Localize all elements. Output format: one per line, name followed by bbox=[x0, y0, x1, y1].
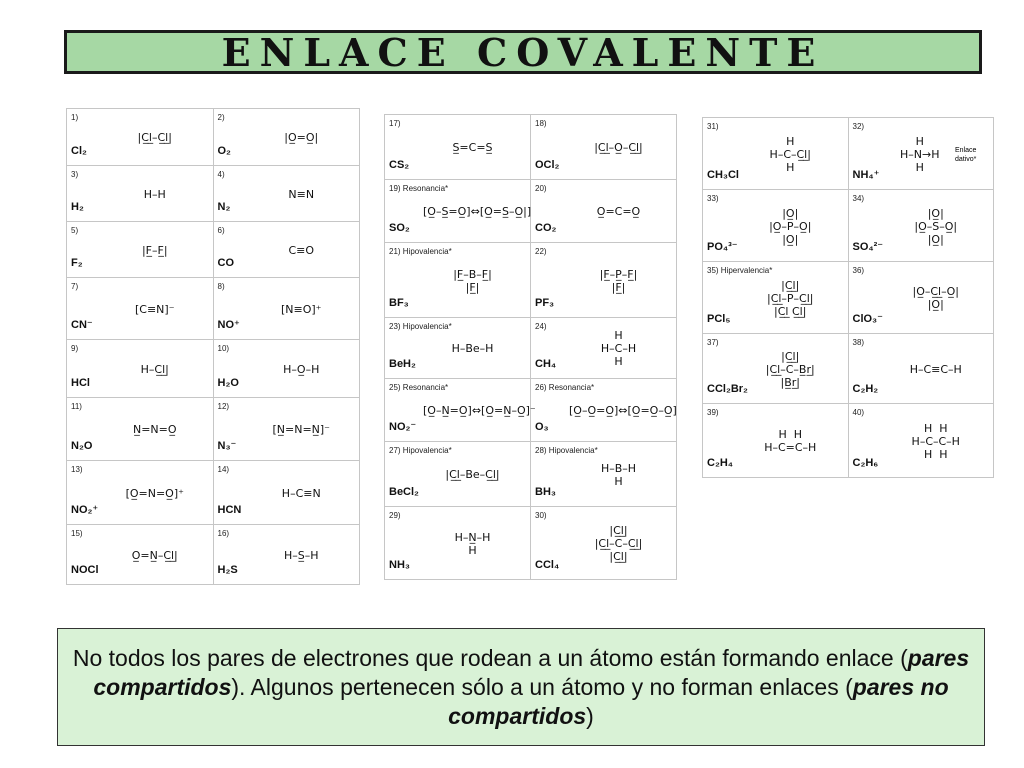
molecule-cell bbox=[385, 379, 536, 442]
structure-line: |F̲–F̲| bbox=[141, 243, 168, 257]
lewis-structure bbox=[423, 268, 522, 294]
item-number: 15) bbox=[71, 529, 83, 538]
molecule-cell bbox=[848, 118, 994, 190]
item-number: 7) bbox=[71, 282, 79, 291]
molecule-cell bbox=[67, 461, 214, 525]
lewis-structure bbox=[887, 422, 986, 461]
lewis-structure bbox=[569, 462, 668, 488]
molecule-cell bbox=[703, 334, 849, 404]
item-number: 38) bbox=[852, 338, 865, 347]
structure-line: |C̲l̲| bbox=[609, 524, 628, 537]
structure-line: H bbox=[915, 134, 924, 148]
molecule-name: CO bbox=[217, 257, 234, 269]
item-number: 23) Hipovalencia* bbox=[389, 322, 452, 331]
molecule-name: CO₂ bbox=[535, 222, 557, 234]
lewis-structure bbox=[423, 141, 522, 154]
lewis-structure bbox=[887, 207, 986, 246]
molecule-name: N₃⁻ bbox=[217, 440, 237, 452]
item-number: 18) bbox=[535, 119, 547, 128]
molecule-cell bbox=[213, 166, 360, 222]
item-number: 13) bbox=[71, 465, 83, 474]
item-number: 25) Resonancia* bbox=[389, 383, 449, 392]
title-banner bbox=[64, 30, 982, 74]
item-number: 29) bbox=[389, 511, 401, 520]
molecule-cell bbox=[848, 262, 994, 334]
structure-line: |F̲| bbox=[611, 280, 626, 294]
structure-line: N̲=N=O̲ bbox=[132, 423, 177, 436]
structure-line: |O̲=O̲| bbox=[284, 131, 319, 144]
molecule-cell bbox=[531, 507, 677, 580]
dative-bond-note: Enlace dativo* bbox=[955, 147, 977, 163]
item-number: 12) bbox=[217, 402, 230, 411]
structure-line: [O̲–O̲=O̲]⇔[O̲=O̲–O̲] bbox=[569, 404, 677, 417]
structure-line: |C̲l̲–O̲–C̲l̲| bbox=[594, 141, 643, 154]
molecule-name: PF₃ bbox=[535, 297, 555, 309]
molecule-cell bbox=[67, 398, 214, 461]
item-number: 40) bbox=[852, 408, 865, 417]
molecule-cell bbox=[703, 190, 849, 262]
molecule-name: CCl₂Br₂ bbox=[707, 383, 748, 395]
lewis-structure bbox=[252, 188, 352, 201]
item-number: 30) bbox=[535, 511, 547, 520]
molecule-name: O₃ bbox=[535, 421, 549, 433]
structure-line: |O̲| bbox=[927, 206, 944, 220]
note-box bbox=[57, 628, 985, 746]
molecule-cell bbox=[531, 318, 677, 379]
item-number: 21) Hipovalencia* bbox=[389, 247, 452, 256]
item-number: 36) bbox=[852, 266, 865, 275]
item-number: 35) Hipervalencia* bbox=[707, 266, 773, 275]
molecule-cell bbox=[703, 404, 849, 478]
molecule-cell bbox=[213, 278, 360, 340]
lewis-structure bbox=[741, 207, 840, 246]
lewis-structure bbox=[569, 404, 677, 417]
molecule-name: N₂ bbox=[217, 201, 231, 213]
item-number: 32) bbox=[852, 122, 865, 131]
molecule-cell bbox=[67, 278, 214, 340]
lewis-structure bbox=[105, 303, 205, 316]
lewis-structure bbox=[105, 363, 205, 376]
item-number: 3) bbox=[71, 170, 79, 179]
molecule-cell bbox=[67, 109, 214, 166]
item-number: 6) bbox=[217, 226, 225, 235]
item-number: 27) Hipovalencia* bbox=[389, 446, 452, 455]
molecule-name: NOCl bbox=[71, 564, 99, 576]
molecule-cell bbox=[531, 442, 677, 507]
molecule-cell bbox=[385, 507, 531, 580]
lewis-structure bbox=[105, 549, 205, 562]
lewis-structure bbox=[252, 303, 352, 316]
molecule-cell bbox=[703, 118, 849, 190]
molecule-name: HCl bbox=[71, 377, 90, 389]
lewis-structure bbox=[423, 468, 522, 481]
molecule-cell bbox=[531, 180, 677, 243]
molecule-name: CCl₄ bbox=[535, 559, 560, 571]
molecule-name: O₂ bbox=[217, 145, 231, 157]
table-molecules-31-40 bbox=[702, 117, 994, 478]
lewis-structure bbox=[252, 549, 352, 562]
molecule-cell bbox=[385, 442, 531, 507]
structure-line: |O̲| bbox=[782, 206, 799, 220]
molecule-cell bbox=[385, 115, 531, 180]
item-number: 10) bbox=[217, 344, 230, 353]
lewis-structure bbox=[252, 131, 352, 144]
structure-line: |C̲l̲–C–C̲l̲| bbox=[594, 537, 643, 550]
item-number: 34) bbox=[852, 194, 865, 203]
lewis-structure bbox=[423, 531, 522, 557]
structure-line: |C̲l̲–C̲l̲| bbox=[137, 131, 172, 144]
page-title: ENLACE COVALENTE bbox=[221, 29, 825, 75]
structure-line: |F̲–B–F̲| bbox=[453, 267, 492, 281]
molecule-name: ClO₃⁻ bbox=[852, 313, 883, 325]
structure-line: H–N→H bbox=[900, 147, 940, 161]
lewis-structure bbox=[741, 135, 840, 174]
structure-line: H bbox=[915, 160, 924, 174]
structure-line: H–B–H bbox=[600, 461, 637, 475]
molecule-name: H₂O bbox=[217, 377, 239, 389]
molecule-name: H₂ bbox=[71, 201, 84, 213]
molecule-name: Cl₂ bbox=[71, 145, 87, 157]
lewis-structure bbox=[569, 329, 668, 368]
molecule-name: CH₃Cl bbox=[707, 169, 739, 181]
lewis-structure bbox=[569, 524, 668, 563]
lewis-structure bbox=[741, 350, 840, 389]
molecule-name: NH₃ bbox=[389, 559, 410, 571]
structure-line: H–C–C̲l̲| bbox=[769, 147, 811, 161]
structure-line: [N≡O]⁺ bbox=[281, 302, 322, 316]
table-molecules-17-30 bbox=[384, 114, 677, 580]
lewis-structure bbox=[105, 423, 205, 436]
structure-line: [O̲=N=O̲]⁺ bbox=[125, 486, 184, 500]
structure-line: |C̲l̲| bbox=[609, 550, 628, 563]
structure-line: |O̲–P–O̲| bbox=[769, 219, 812, 233]
structure-line: H–C–H bbox=[600, 342, 637, 355]
molecule-name: CS₂ bbox=[389, 159, 410, 171]
structure-line: O̲=N̲–C̲l̲| bbox=[131, 548, 178, 562]
lewis-structure bbox=[741, 279, 840, 318]
structure-line: H–C≡C–H bbox=[909, 362, 962, 376]
structure-line: H–H bbox=[143, 187, 166, 201]
structure-line: [O̲–S̲=O̲]⇔[O̲=S̲–O̲|] bbox=[423, 205, 532, 218]
molecule-name: BF₃ bbox=[389, 297, 409, 309]
molecule-name: PO₄³⁻ bbox=[707, 241, 738, 253]
lewis-structure bbox=[423, 404, 536, 417]
structure-line: |B̲r̲| bbox=[780, 375, 800, 389]
molecule-name: NO₂⁻ bbox=[389, 421, 417, 433]
note-text: No todos los pares de electrones que rodean a un átomo están formando enlace (pares compartidos). Algunos pertenecen sólo a un átomo y no forman enlaces (pares no compartidos) bbox=[72, 644, 970, 729]
molecule-cell bbox=[385, 243, 531, 318]
molecule-name: C₂H₄ bbox=[707, 457, 734, 469]
molecule-cell bbox=[67, 166, 214, 222]
lewis-structure bbox=[105, 487, 205, 500]
structure-line: H–C=C–H bbox=[764, 441, 817, 454]
structure-line: H bbox=[614, 474, 623, 488]
lewis-structure bbox=[887, 135, 954, 174]
item-number: 28) Hipovalencia* bbox=[535, 446, 598, 455]
item-number: 37) bbox=[707, 338, 719, 347]
molecule-name: BeH₂ bbox=[389, 358, 416, 370]
lewis-structure bbox=[569, 141, 668, 154]
item-number: 17) bbox=[389, 119, 401, 128]
molecule-name: OCl₂ bbox=[535, 159, 560, 171]
molecule-name: SO₂ bbox=[389, 222, 410, 234]
item-number: 31) bbox=[707, 122, 719, 131]
item-number: 14) bbox=[217, 465, 230, 474]
molecule-name: H₂S bbox=[217, 564, 238, 576]
lewis-structure bbox=[105, 188, 205, 201]
molecule-cell bbox=[848, 404, 994, 478]
item-number: 1) bbox=[71, 113, 79, 122]
structure-line: |O̲| bbox=[927, 298, 944, 311]
molecule-name: BeCl₂ bbox=[389, 486, 419, 498]
molecule-name: HCN bbox=[217, 504, 242, 516]
structure-line: |C̲l̲–C–B̲r̲| bbox=[765, 362, 815, 376]
molecule-cell bbox=[67, 222, 214, 278]
lewis-structure bbox=[105, 244, 205, 257]
item-number: 2) bbox=[217, 113, 225, 122]
lewis-structure bbox=[887, 363, 986, 376]
structure-line: H–Be–H bbox=[451, 342, 494, 355]
lewis-structure bbox=[252, 487, 352, 500]
structure-line: H bbox=[468, 543, 477, 557]
structure-line: C≡O bbox=[288, 243, 315, 257]
lewis-structure bbox=[252, 363, 352, 376]
structure-line: H bbox=[614, 355, 623, 368]
molecule-name: NH₄⁺ bbox=[852, 169, 880, 181]
item-number: 22) bbox=[535, 247, 547, 256]
molecule-name: N₂O bbox=[71, 440, 93, 452]
molecule-cell bbox=[848, 190, 994, 262]
item-number: 11) bbox=[71, 402, 82, 411]
molecule-name: PCl₅ bbox=[707, 313, 731, 325]
structure-line: H–C≡N bbox=[281, 486, 321, 500]
item-number: 16) bbox=[217, 529, 230, 538]
molecule-name: C₂H₆ bbox=[852, 457, 879, 469]
structure-line: [O̲–N̲=O̲]⇔[O̲=N̲–O̲]⁻ bbox=[423, 404, 536, 417]
molecule-cell bbox=[213, 398, 360, 461]
molecule-cell bbox=[531, 243, 677, 318]
structure-line: |C̲l̲| bbox=[781, 349, 800, 363]
structure-line: O̲=C=O̲ bbox=[596, 205, 641, 218]
structure-line: |F̲| bbox=[465, 280, 480, 294]
structure-line: |O̲| bbox=[782, 232, 799, 246]
molecule-name: BH₃ bbox=[535, 486, 556, 498]
molecule-cell bbox=[67, 525, 214, 585]
structure-line: H bbox=[614, 329, 623, 342]
molecule-cell bbox=[213, 340, 360, 398]
molecule-cell bbox=[531, 115, 677, 180]
structure-line: N≡N bbox=[288, 187, 315, 201]
structure-line: H–S̲–H bbox=[283, 548, 319, 562]
structure-line: |O̲–C̲l̲–O̲| bbox=[912, 285, 959, 298]
structure-line: [C≡N]⁻ bbox=[134, 302, 175, 316]
item-number: 4) bbox=[217, 170, 225, 179]
structure-line: H H bbox=[778, 428, 803, 441]
molecule-name: C₂H₂ bbox=[852, 383, 879, 395]
molecule-name: CN⁻ bbox=[71, 319, 93, 331]
molecule-cell bbox=[213, 222, 360, 278]
molecule-cell bbox=[848, 334, 994, 404]
molecule-cell bbox=[385, 180, 531, 243]
structure-line: H H bbox=[923, 421, 948, 435]
lewis-structure bbox=[887, 285, 986, 311]
structure-line: |C̲l̲–Be–C̲l̲| bbox=[445, 468, 500, 481]
item-number: 39) bbox=[707, 408, 719, 417]
molecule-cell bbox=[531, 379, 677, 442]
structure-line: H bbox=[786, 160, 795, 174]
structure-line: |C̲l̲ C̲l̲| bbox=[774, 304, 807, 318]
item-number: 26) Resonancia* bbox=[535, 383, 595, 392]
item-number: 9) bbox=[71, 344, 79, 353]
lewis-structure bbox=[423, 205, 532, 218]
molecule-cell bbox=[385, 318, 531, 379]
structure-line: |C̲l̲| bbox=[781, 278, 800, 292]
lewis-structure bbox=[105, 131, 205, 144]
lewis-structure bbox=[252, 423, 352, 436]
molecule-cell bbox=[703, 262, 849, 334]
molecule-cell bbox=[213, 109, 360, 166]
lewis-structure bbox=[741, 428, 840, 454]
molecule-name: F₂ bbox=[71, 257, 83, 269]
structure-line: H–N̲–H bbox=[454, 530, 491, 544]
molecule-name: SO₄²⁻ bbox=[852, 241, 884, 253]
structure-line: H–C–C–H bbox=[911, 434, 960, 448]
structure-line: |O̲–S–O̲| bbox=[914, 219, 958, 233]
molecule-name: CH₄ bbox=[535, 358, 557, 370]
molecule-name: NO⁺ bbox=[217, 319, 240, 331]
molecule-name: NO₂⁺ bbox=[71, 504, 99, 516]
structure-line: [N̲=N=N̲]⁻ bbox=[272, 423, 330, 436]
item-number: 8) bbox=[217, 282, 225, 291]
item-number: 33) bbox=[707, 194, 719, 203]
item-number: 20) bbox=[535, 184, 547, 193]
lewis-structure bbox=[569, 205, 668, 218]
item-number: 24) bbox=[535, 322, 547, 331]
structure-line: |F̲–P̲–F̲| bbox=[599, 267, 638, 281]
structure-line: H–O̲–H bbox=[283, 362, 320, 376]
table-molecules-1-16 bbox=[66, 108, 360, 585]
structure-line: H–C̲l̲| bbox=[140, 362, 169, 376]
molecule-cell bbox=[67, 340, 214, 398]
structure-line: |C̲l̲–P–C̲l̲| bbox=[766, 291, 814, 305]
structure-line: S̲=C=S̲ bbox=[452, 141, 493, 154]
structure-line: |O̲| bbox=[927, 232, 944, 246]
molecule-cell bbox=[213, 525, 360, 585]
item-number: 5) bbox=[71, 226, 79, 235]
lewis-structure bbox=[569, 268, 668, 294]
structure-line: H H bbox=[923, 447, 948, 461]
item-number: 19) Resonancia* bbox=[389, 184, 449, 193]
structure-line: H bbox=[786, 134, 795, 148]
molecule-cell bbox=[213, 461, 360, 525]
lewis-structure bbox=[423, 342, 522, 355]
lewis-structure bbox=[252, 244, 352, 257]
